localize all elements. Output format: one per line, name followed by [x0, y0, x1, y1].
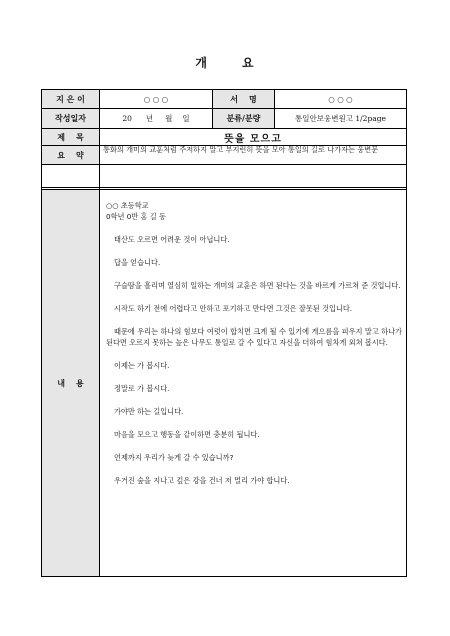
date-value: 20 년 월 일	[122, 114, 190, 123]
signature-label: 서 명	[213, 90, 274, 108]
paragraph: 마음을 모으고 행동을 같이하면 충분히 됩니다.	[114, 430, 260, 439]
author-value: ○ ○ ○	[143, 94, 169, 104]
school-name: ○○ 초등학교	[106, 201, 149, 210]
paragraph: 시작도 하기 전에 어렵다고 안하고 포기하고 만다면 그것은 잘못된 것입니다.	[114, 304, 353, 313]
overview-form	[41, 89, 407, 577]
category-label: 분류/분량	[213, 109, 274, 128]
paragraph: 답을 얻습니다.	[114, 258, 161, 267]
subject-value: 뜻을 모으고	[224, 133, 282, 145]
page-title: 개 요	[195, 56, 255, 70]
subject-label: 제 목	[42, 129, 99, 145]
summary-label: 요 약	[42, 146, 99, 164]
student-name: 0학년 0반 홍 길 동	[106, 212, 166, 221]
paragraph: 우거진 숲을 지나고 깊은 강을 건너 저 멀리 가야 합니다.	[114, 476, 290, 485]
author-label: 지 은 이	[42, 90, 99, 108]
category-value: 통일안보웅변원고 1/2page	[295, 114, 386, 123]
paragraph: 때문에 우리는 하나의 힘보다 여럿이 합치면 크게 될 수 있기에 게으름을 피우지 말고 하나가 된다면 오르지 못하는 높은 나무도 통일로 갈 수 있다고 자신을 더하여 힘차게 외쳐 봅시다.	[106, 327, 402, 347]
paragraph: 태산도 오르면 어려운 것이 아닙니다.	[114, 235, 230, 244]
paragraph: 구슬땀을 흘리며 열심히 일하는 개미의 교훈은 하면 된다는 것을 바르게 가르쳐 준 것입니다.	[114, 281, 401, 290]
paragraph: 가야만 하는 길입니다.	[114, 407, 184, 416]
content-body	[106, 190, 406, 576]
paragraph: 언제까지 우리가 늦게 갈 수 있습니까?	[114, 453, 234, 462]
paragraph: 정말로 가 봅시다.	[114, 384, 170, 393]
summary-text: 통화의 개미의 교훈처럼 주저하지 말고 부지런히 뜻을 모아 통일의 길로 나가자는 웅변문	[103, 145, 379, 154]
paragraph: 이제는 가 봅시다.	[114, 361, 170, 370]
content-label: 내 용	[42, 190, 99, 576]
date-label: 작성일자	[42, 109, 99, 128]
signature-value: ○ ○ ○	[328, 94, 353, 104]
